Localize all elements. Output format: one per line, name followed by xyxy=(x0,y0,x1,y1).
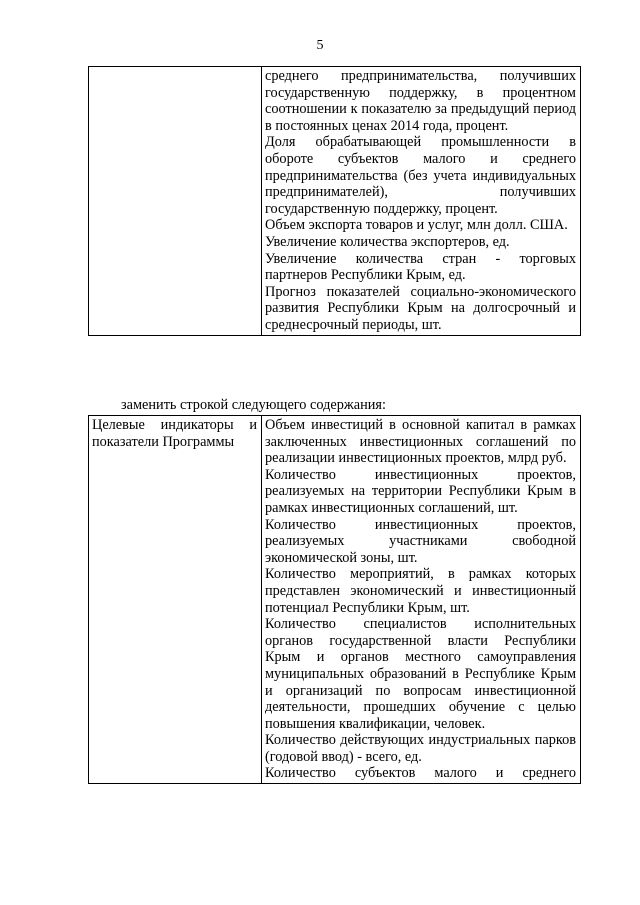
indicators-table-old xyxy=(88,66,581,336)
list-item: Прогноз показателей социально-экономического развития Республики Крым на долгосрочный и среднесрочный периоды, шт. xyxy=(265,283,576,333)
table-cell-content xyxy=(262,416,581,784)
list-item: Количество инвестиционных проектов, реализуемых участниками свободной экономической зоны, шт. xyxy=(265,516,576,566)
table-cell-label xyxy=(89,416,262,784)
list-item: Количество субъектов малого и среднего xyxy=(265,765,576,782)
list-item: Объем экспорта товаров и услуг, млн долл. США. xyxy=(265,217,568,234)
table-cell-label xyxy=(89,67,262,336)
list-item: Доля обрабатывающей промышленности в обороте субъектов малого и среднего предпринимательства (без учета индивидуальных предпринимателей), получивших государственную поддержку, процент. xyxy=(265,134,576,217)
list-item: Количество специалистов исполнительных органов государственной власти Республики Крым и органов местного самоуправления муниципальных образований в Республике Крым и организаций по вопросам инвестиционной деятельности, прошедших обучение с целью повышения квалификации, человек. xyxy=(265,616,576,732)
indicators-table-new xyxy=(88,415,581,784)
list-item: Количество инвестиционных проектов, реализуемых на территории Республики Крым в рамках инвестиционных соглашений, шт. xyxy=(265,466,576,516)
list-item: Увеличение количества стран - торговых партнеров Республики Крым, ед. xyxy=(265,250,576,284)
list-item: Количество мероприятий, в рамках которых представлен экономический и инвестиционный потенциал Республики Крым, шт. xyxy=(265,566,576,616)
list-item: Увеличение количества экспортеров, ед. xyxy=(265,233,510,250)
list-item: среднего предпринимательства, получивших государственную поддержку, в процентном соотношении к показателю за предыдущий период в постоянных ценах 2014 года, процент. xyxy=(265,68,576,134)
list-item: Количество действующих индустриальных парков (годовой ввод) - всего, ед. xyxy=(265,732,576,765)
table-row xyxy=(89,67,581,336)
page-number: 5 xyxy=(316,38,324,53)
table-row xyxy=(89,416,581,784)
list-item: Объем инвестиций в основной капитал в рамках заключенных инвестиционных соглашений по реализации инвестиционных проектов, млрд руб. xyxy=(265,417,576,467)
table-cell-content xyxy=(262,67,581,336)
cell-label-text: Целевые индикаторы и показатели Программы xyxy=(92,417,257,450)
replacement-instruction: заменить строкой следующего содержания: xyxy=(121,397,386,413)
